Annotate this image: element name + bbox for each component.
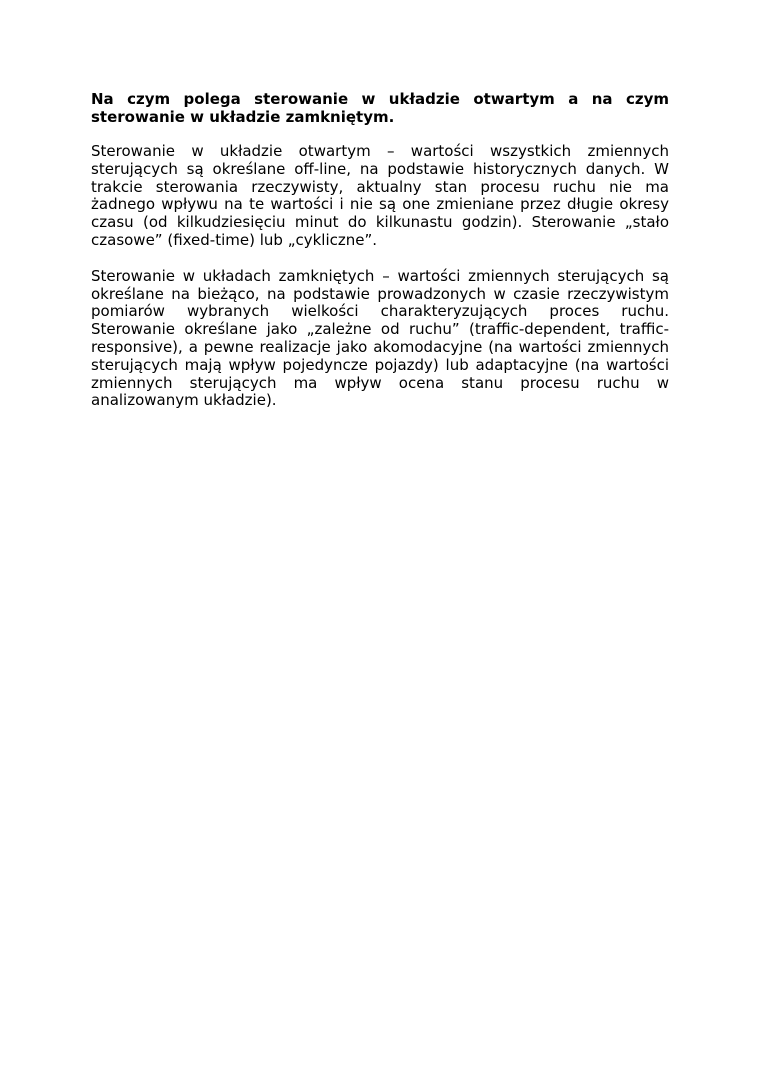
paragraph-closed-loop: Sterowanie w układach zamkniętych – wartości zmiennych sterujących są określane na bieżąco, na podstawie prowadzonych w czasie rzeczywistym pomiarów wybranych wielkości charakteryzujących proces ruchu. Sterowanie określane jako „zależne od ruchu” (traffic-dependent, traffic-responsive), a pewne realizacje jako akomodacyjne (na wartości zmiennych sterujących mają wpływ pojedyncze pojazdy) lub adaptacyjne (na wartości zmiennych sterujących ma wpływ ocena stanu procesu ruchu w analizowanym układzie). — [91, 266, 669, 410]
paragraph-open-loop: Sterowanie w układzie otwartym – wartości wszystkich zmiennych sterujących są określane off-line, na podstawie historycznych danych. W trakcie sterowania rzeczywisty, aktualny stan procesu ruchu nie ma żadnego wpływu na te wartości i nie są one zmieniane przez długie okresy czasu (od kilkudziesięciu minut do kilkunastu godzin). Sterowanie „stało czasowe” (fixed-time) lub „cykliczne”. — [91, 142, 669, 249]
document-body — [91, 90, 669, 428]
document-heading: Na czym polega sterowanie w układzie otwartym a na czym sterowanie w układzie zamkniętym. — [91, 90, 669, 126]
